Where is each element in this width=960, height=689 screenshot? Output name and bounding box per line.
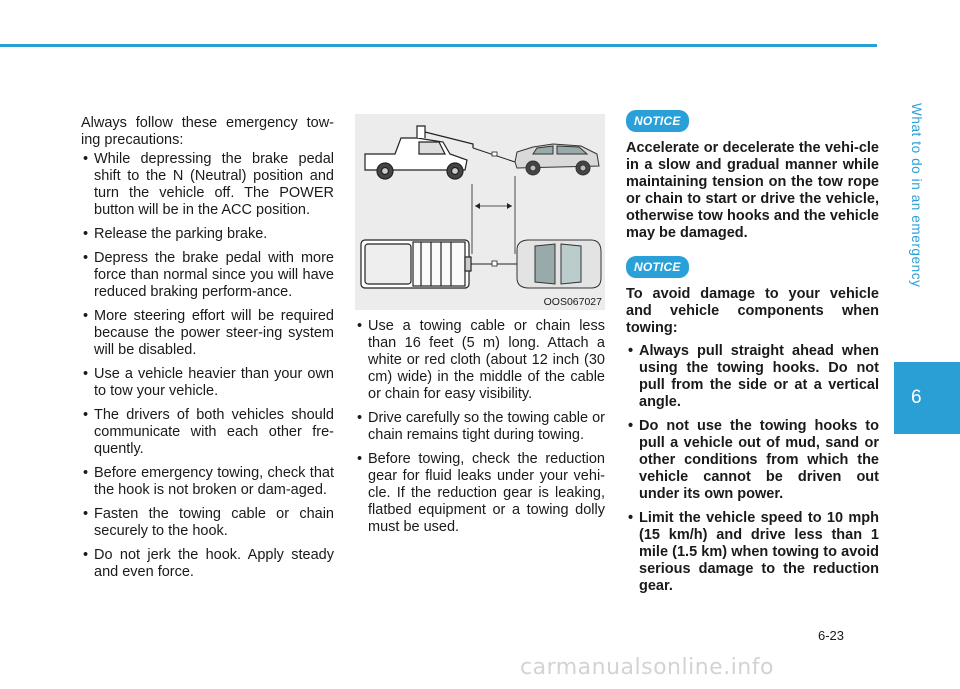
section-side-title: What to do in an emergency [909,102,924,288]
list-item: • Use a vehicle heavier than your own to tow your vehicle. [81,366,334,400]
notice-badge: NOTICE [626,110,689,132]
page-number: 6-23 [818,628,845,643]
column-middle [355,318,605,543]
chapter-tab: 6 [894,362,960,434]
notice-text: To avoid damage to your vehicle and vehicle components when towing: [626,286,879,336]
list-item: • Before towing, check the reduction gear for fluid leaks under your vehi-cle. If the reduction gear is leaking, flatbed equipment or a towing dolly must be used. [355,451,605,536]
tow-truck-top-icon [361,240,471,288]
intro-text: Always follow these emergency tow-ing precautions: [81,115,334,148]
list-item: • Do not jerk the hook. Apply steady and even force. [81,547,334,581]
list-item: • Always pull straight ahead when using the towing hooks. Do not pull from the side or at a vertical angle. [626,343,879,411]
list-item: • Limit the vehicle speed to 10 mph (15 km/h) and drive less than 1 mile (1.5 km) when towing to avoid serious damage to the reduction gear. [626,510,879,595]
watermark: carmanualsonline.info [520,655,774,680]
list-item: • Drive carefully so the towing cable or chain remains tight during towing. [355,410,605,444]
column-left [81,115,334,588]
list-item: • Do not use the towing hooks to pull a vehicle out of mud, sand or other conditions from which the vehicle cannot be driven out under its own power. [626,418,879,503]
precautions-list [81,151,334,581]
list-item: • Before emergency towing, check that the hook is not broken or dam-aged. [81,465,334,499]
list-item: • Release the parking brake. [81,226,334,243]
towed-car-side-icon [515,144,599,175]
towing-figure [355,114,605,310]
list-item: • The drivers of both vehicles should communicate with each other fre-quently. [81,407,334,458]
list-item: • While depressing the brake pedal shift to the N (Neutral) position and turn the vehicle off. The POWER button will be in the ACC position. [81,151,334,219]
list-item: • Depress the brake pedal with more force than normal since you will have reduced braking perform-ance. [81,250,334,301]
towing-tips-list [355,318,605,536]
towing-illustration [355,114,605,310]
list-item: • More steering effort will be required because the power steer-ing system will be disabled. [81,308,334,359]
list-item: • Fasten the towing cable or chain securely to the hook. [81,506,334,540]
figure-code: OOS067027 [543,296,602,308]
list-item: • Use a towing cable or chain less than 16 feet (5 m) long. Attach a white or red cloth (about 12 inch (30 cm) wide) in the middle of the cable or chain for easy visibility. [355,318,605,403]
notice-list [626,343,879,595]
notice-badge: NOTICE [626,256,689,278]
header-rule [0,44,877,47]
column-right [626,110,879,602]
notice-text: Accelerate or decelerate the vehi-cle in a slow and gradual manner while maintaining tension on the tow rope or chain to start or drive the vehicle, otherwise tow hooks and the vehicle may be damaged. [626,140,879,241]
towed-car-top-icon [517,240,601,288]
tow-truck-side-icon [365,126,473,179]
